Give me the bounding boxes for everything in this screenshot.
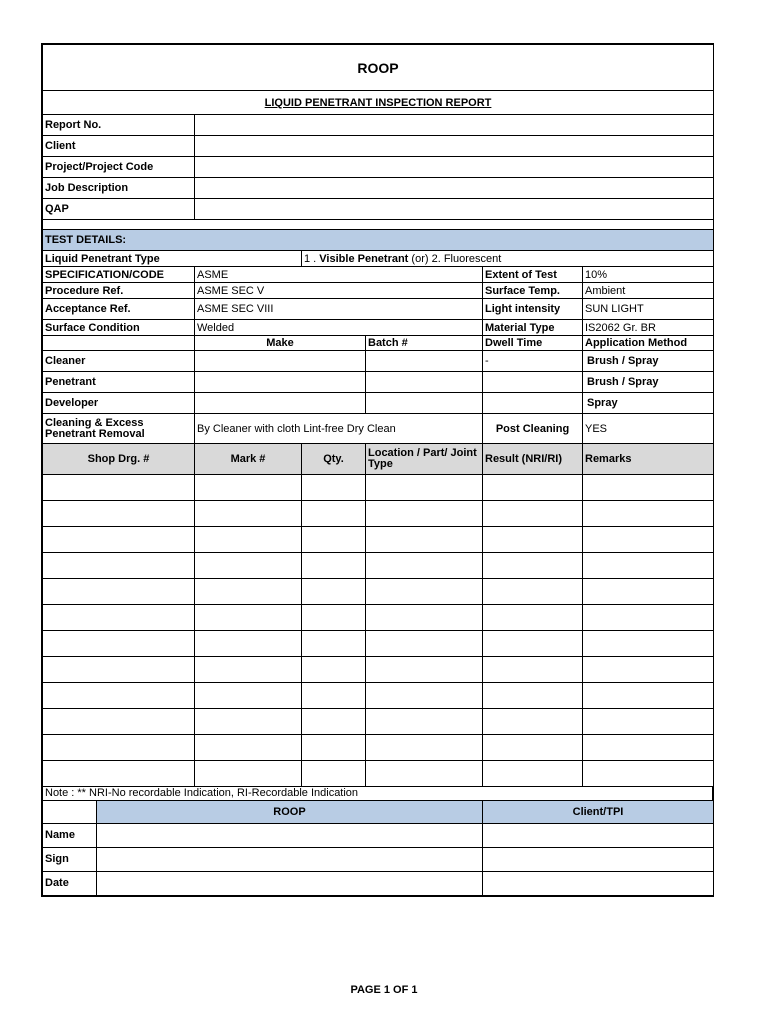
table-cell[interactable] (483, 734, 583, 760)
procedure-value: ASME SEC V (195, 283, 483, 299)
table-row (43, 734, 714, 760)
table-cell[interactable] (302, 682, 366, 708)
extent-value: 10% (583, 267, 714, 283)
penetrant-type-bold: Visible Penetrant (319, 252, 409, 265)
table-cell[interactable] (483, 630, 583, 656)
qap-value[interactable] (195, 199, 714, 220)
signoff-client-sign[interactable] (483, 847, 714, 871)
signoff-roop-sign[interactable] (97, 847, 483, 871)
table-row (43, 630, 714, 656)
cleaner-label: Cleaner (43, 351, 195, 372)
extent-label: Extent of Test (483, 267, 583, 283)
result-header: Result (NRI/RI) (483, 444, 583, 474)
remarks-header: Remarks (583, 444, 714, 474)
light-intensity-value: SUN LIGHT (583, 299, 714, 320)
developer-label: Developer (43, 393, 195, 414)
table-cell[interactable] (302, 526, 366, 552)
table-cell[interactable] (195, 630, 302, 656)
table-cell[interactable] (366, 630, 483, 656)
note-table (42, 787, 713, 802)
table-cell[interactable] (366, 552, 483, 578)
signoff-client-name[interactable] (483, 823, 714, 847)
signoff-client-header: Client/TPI (483, 801, 714, 823)
table-cell[interactable] (483, 526, 583, 552)
table-cell[interactable] (483, 474, 583, 500)
table-cell[interactable] (43, 734, 195, 760)
table-cell[interactable] (483, 708, 583, 734)
batch-header: Batch # (366, 336, 483, 351)
table-cell[interactable] (195, 578, 302, 604)
table-cell[interactable] (43, 656, 195, 682)
table-cell[interactable] (195, 656, 302, 682)
table-cell[interactable] (302, 474, 366, 500)
material-type-value: IS2062 Gr. BR (583, 320, 714, 336)
table-cell[interactable] (366, 734, 483, 760)
table-cell[interactable] (366, 578, 483, 604)
penetrant-type-prefix: 1 . (304, 252, 317, 265)
results-table (42, 444, 714, 787)
table-cell[interactable] (483, 760, 583, 786)
spacer-row (43, 220, 714, 230)
signoff-corner (43, 801, 97, 823)
table-cell[interactable] (43, 604, 195, 630)
note-text: Note : ** NRI-No recordable Indication, RI-Recordable Indication (43, 787, 713, 801)
table-cell[interactable] (302, 552, 366, 578)
cleaner-method: Brush / Spray (583, 351, 714, 372)
surface-condition-label: Surface Condition (43, 320, 195, 336)
location-header: Location / Part/ Joint Type (366, 444, 483, 474)
table-cell[interactable] (366, 474, 483, 500)
table-cell[interactable] (195, 760, 302, 786)
penetrant-type-label: Liquid Penetrant Type (43, 251, 302, 267)
table-cell[interactable] (483, 656, 583, 682)
signoff-roop-name[interactable] (97, 823, 483, 847)
make-header: Make (195, 336, 366, 351)
qty-header: Qty. (302, 444, 366, 474)
signoff-sign-label: Sign (43, 847, 97, 871)
penetrant-batch[interactable] (366, 372, 483, 393)
inspection-report-form (41, 43, 714, 897)
surface-temp-label: Surface Temp. (483, 283, 583, 299)
table-cell[interactable] (195, 682, 302, 708)
cleaner-dwell[interactable]: - (483, 351, 583, 372)
penetrant-method: Brush / Spray (583, 372, 714, 393)
table-cell[interactable] (195, 552, 302, 578)
table-cell[interactable] (583, 578, 714, 604)
table-cell[interactable] (583, 682, 714, 708)
table-cell[interactable] (583, 630, 714, 656)
dwell-time-header: Dwell Time (483, 336, 583, 351)
table-cell[interactable] (583, 526, 714, 552)
table-cell[interactable] (43, 474, 195, 500)
cleaner-batch[interactable] (366, 351, 483, 372)
table-cell[interactable] (43, 578, 195, 604)
material-type-label: Material Type (483, 320, 583, 336)
post-cleaning-value: YES (583, 414, 714, 444)
developer-dwell[interactable] (483, 393, 583, 414)
table-cell[interactable] (302, 630, 366, 656)
table-cell[interactable] (366, 656, 483, 682)
surface-condition-value: Welded (195, 320, 483, 336)
procedure-label: Procedure Ref. (43, 283, 195, 299)
table-cell[interactable] (302, 656, 366, 682)
table-cell[interactable] (43, 552, 195, 578)
table-cell[interactable] (483, 552, 583, 578)
table-row (43, 604, 714, 630)
penetrant-dwell[interactable] (483, 372, 583, 393)
table-cell[interactable] (583, 604, 714, 630)
materials-header-blank (43, 336, 195, 351)
table-cell[interactable] (366, 604, 483, 630)
table-cell[interactable] (366, 500, 483, 526)
shop-drg-header: Shop Drg. # (43, 444, 195, 474)
page-number: PAGE 1 OF 1 (350, 984, 418, 996)
table-cell[interactable] (366, 526, 483, 552)
test-details-heading: TEST DETAILS: (43, 230, 714, 251)
table-cell[interactable] (583, 708, 714, 734)
table-cell[interactable] (483, 604, 583, 630)
qap-label: QAP (43, 199, 195, 220)
table-cell[interactable] (195, 500, 302, 526)
project-code-value[interactable] (195, 157, 714, 178)
developer-make[interactable] (195, 393, 366, 414)
table-row (43, 578, 714, 604)
report-table (42, 44, 714, 444)
table-row (43, 526, 714, 552)
table-cell[interactable] (583, 474, 714, 500)
table-row (43, 474, 714, 500)
developer-method: Spray (583, 393, 714, 414)
signoff-name-label: Name (43, 823, 97, 847)
light-intensity-label: Light intensity (483, 299, 583, 320)
job-description-label: Job Description (43, 178, 195, 199)
cleaner-make[interactable] (195, 351, 366, 372)
application-method-header: Application Method (583, 336, 714, 351)
job-description-value[interactable] (195, 178, 714, 199)
table-row (43, 682, 714, 708)
table-cell[interactable] (483, 578, 583, 604)
table-cell[interactable] (302, 760, 366, 786)
penetrant-type-rest: (or) 2. Fluorescent (411, 252, 502, 265)
penetrant-make[interactable] (195, 372, 366, 393)
company-name: ROOP (43, 45, 714, 91)
table-cell[interactable] (366, 682, 483, 708)
table-cell[interactable] (583, 552, 714, 578)
table-cell[interactable] (43, 708, 195, 734)
client-value[interactable] (195, 136, 714, 157)
table-row (43, 760, 714, 786)
cleaning-removal-value: By Cleaner with cloth Lint-free Dry Clean (195, 414, 483, 444)
report-no-label: Report No. (43, 115, 195, 136)
signoff-client-date[interactable] (483, 871, 714, 895)
table-cell[interactable] (302, 708, 366, 734)
table-cell[interactable] (583, 500, 714, 526)
table-row (43, 656, 714, 682)
signoff-roop-date[interactable] (97, 871, 483, 895)
spec-value: ASME (195, 267, 483, 283)
table-cell[interactable] (302, 500, 366, 526)
mark-header: Mark # (195, 444, 302, 474)
table-cell[interactable] (195, 708, 302, 734)
table-cell[interactable] (195, 474, 302, 500)
table-cell[interactable] (302, 578, 366, 604)
project-code-label: Project/Project Code (43, 157, 195, 178)
table-row (43, 552, 714, 578)
table-cell[interactable] (43, 500, 195, 526)
table-cell[interactable] (366, 760, 483, 786)
report-no-value[interactable] (195, 115, 714, 136)
result-rows (43, 474, 714, 786)
client-label: Client (43, 136, 195, 157)
table-cell[interactable] (195, 526, 302, 552)
table-cell[interactable] (302, 604, 366, 630)
acceptance-value: ASME SEC VIII (195, 299, 483, 320)
table-cell[interactable] (43, 682, 195, 708)
report-title: LIQUID PENETRANT INSPECTION REPORT (43, 91, 714, 115)
signoff-roop-header: ROOP (97, 801, 483, 823)
table-cell[interactable] (483, 682, 583, 708)
table-cell[interactable] (195, 604, 302, 630)
acceptance-label: Acceptance Ref. (43, 299, 195, 320)
cleaning-removal-label: Cleaning & Excess Penetrant Removal (43, 414, 195, 444)
surface-temp-value: Ambient (583, 283, 714, 299)
developer-batch[interactable] (366, 393, 483, 414)
table-cell[interactable] (483, 500, 583, 526)
table-cell[interactable] (302, 734, 366, 760)
penetrant-type-value (302, 251, 714, 267)
table-cell[interactable] (583, 656, 714, 682)
table-cell[interactable] (43, 630, 195, 656)
signoff-table (42, 801, 714, 896)
spec-label: SPECIFICATION/CODE (43, 267, 195, 283)
table-cell[interactable] (43, 760, 195, 786)
post-cleaning-label: Post Cleaning (483, 414, 583, 444)
table-cell[interactable] (43, 526, 195, 552)
table-cell[interactable] (366, 708, 483, 734)
table-cell[interactable] (583, 734, 714, 760)
table-row (43, 708, 714, 734)
table-cell[interactable] (195, 734, 302, 760)
table-row (43, 500, 714, 526)
signoff-date-label: Date (43, 871, 97, 895)
table-cell[interactable] (583, 760, 714, 786)
penetrant-label: Penetrant (43, 372, 195, 393)
